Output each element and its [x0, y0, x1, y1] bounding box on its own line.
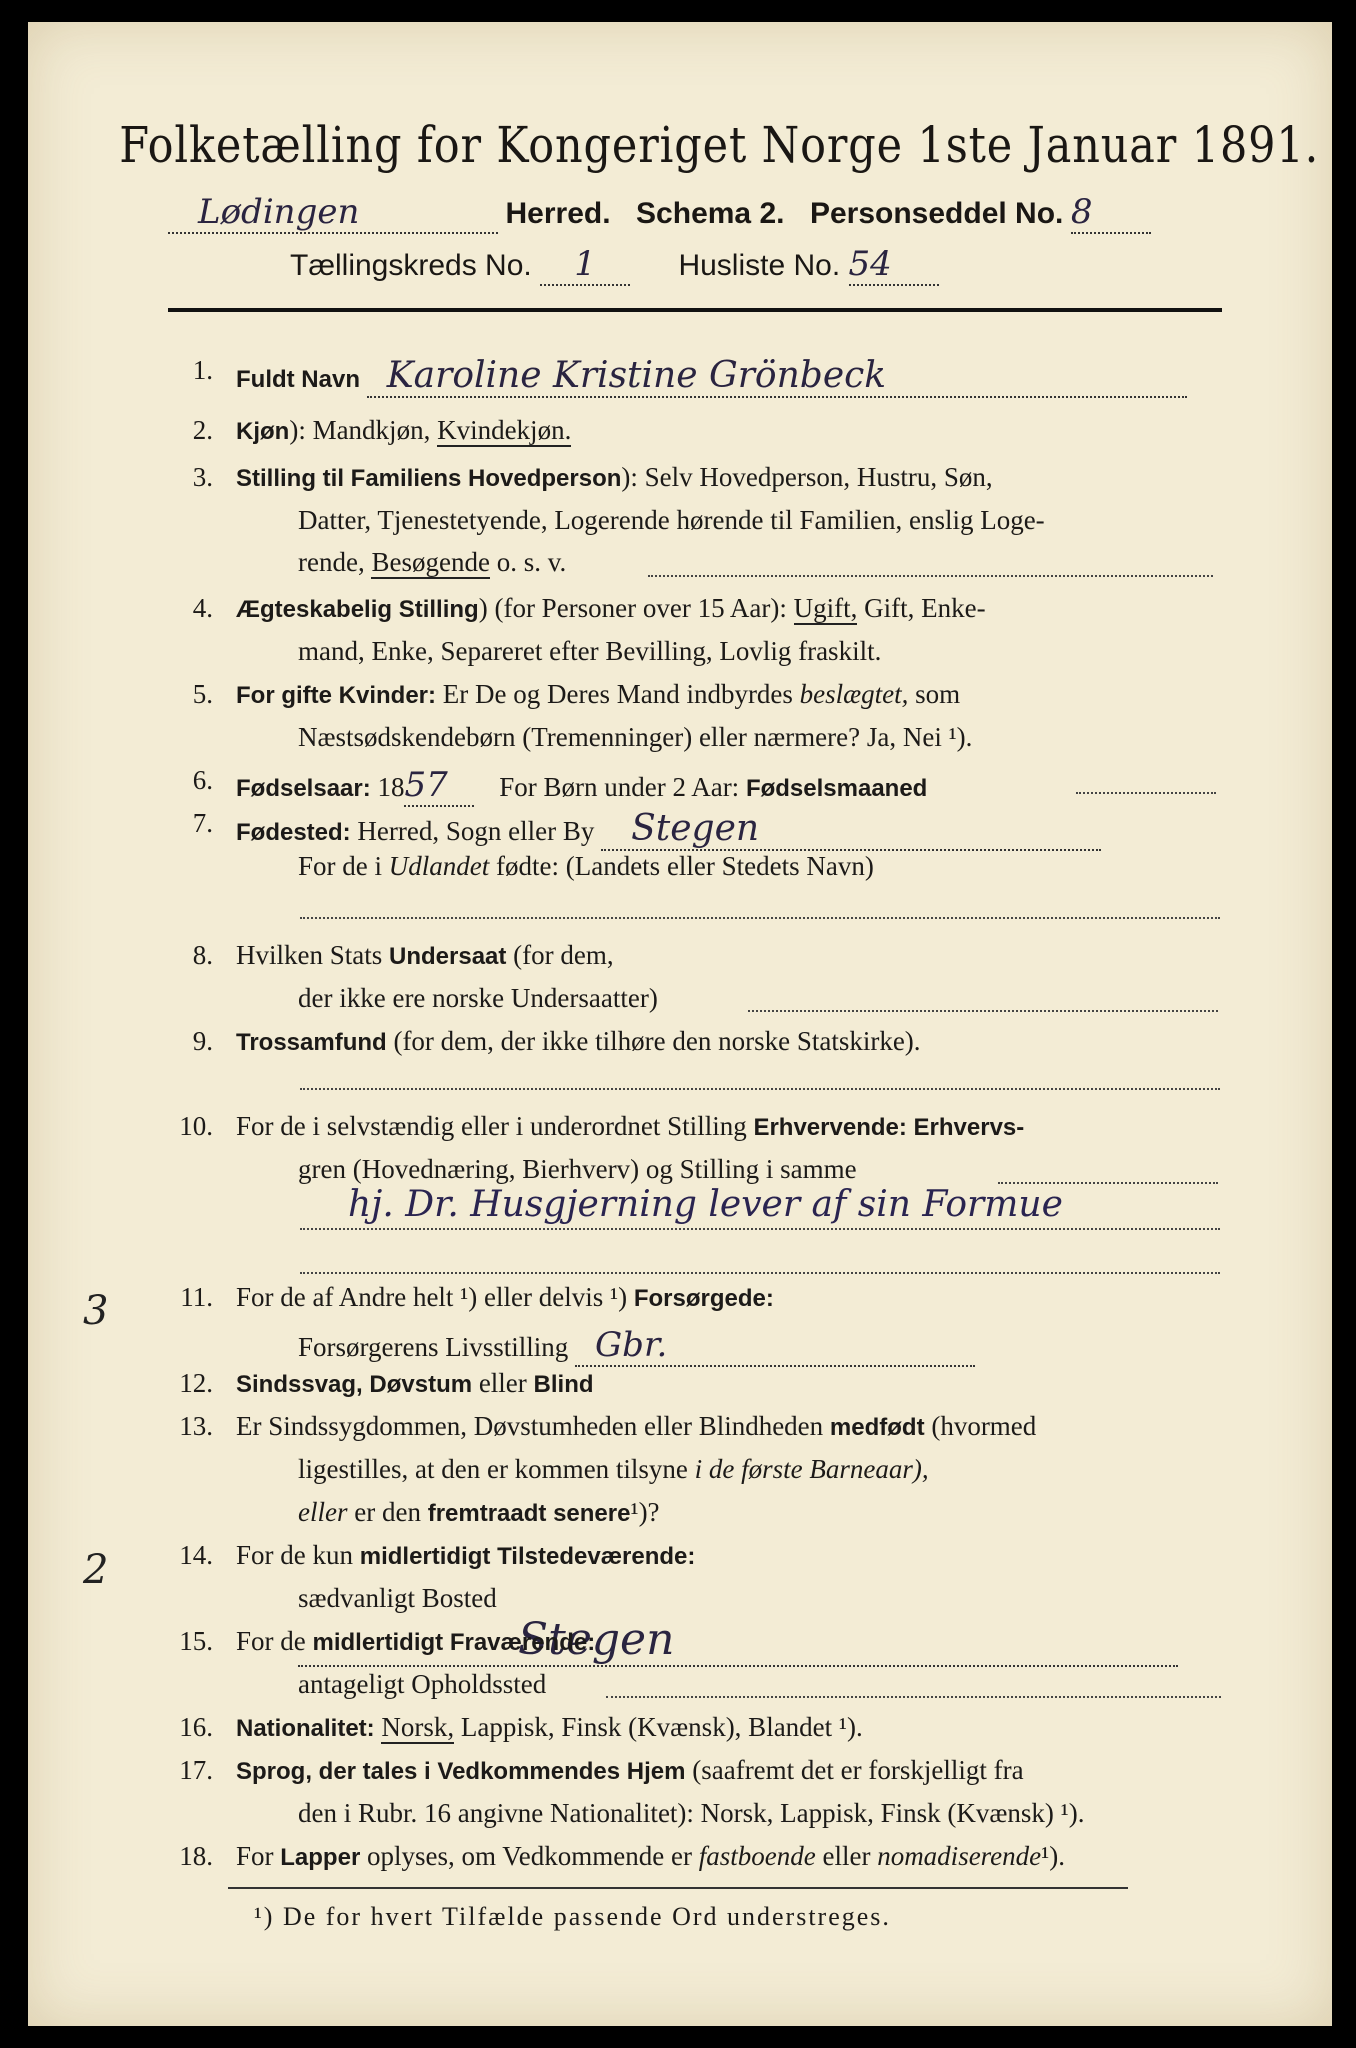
field-text: For de i selvstændig eller i underordnet Stilling — [236, 1111, 747, 1141]
field-number: 15. — [179, 1626, 213, 1656]
birthplace-value: Stegen — [601, 808, 1101, 851]
field-label: Blind — [533, 1371, 594, 1398]
field-text: ): Selv Hovedperson, Hustru, Søn, — [621, 462, 993, 492]
full-name-value: Karoline Kristine Grönbeck — [367, 355, 1187, 398]
field-5-line2: Næstsødskendebørn (Tremenninger) eller nærmere? Ja, Nei ¹). — [298, 722, 973, 752]
field-text: nomadiserende — [877, 1841, 1042, 1871]
field-text: oplyses, om Vedkommende er — [367, 1841, 692, 1871]
field-text: ¹)? — [630, 1497, 660, 1527]
field-label: medfødt — [829, 1414, 925, 1441]
field-text: fastboende — [698, 1841, 816, 1871]
field-label: midlertidigt Fraværende: — [312, 1629, 596, 1656]
field-13-line2 — [298, 1454, 1222, 1485]
field-text: sædvanligt Bosted — [298, 1583, 497, 1613]
herred-label: Herred. — [505, 197, 611, 230]
herred-value: Lødingen — [168, 192, 498, 234]
header-kreds-line — [290, 244, 939, 286]
field-8-line2: der ikke ere norske Undersaatter) — [298, 983, 658, 1013]
field-text: ¹). — [1041, 1841, 1065, 1871]
field-label: Forsørgede: — [633, 1285, 774, 1312]
field-label: Ægteskabelig Stilling — [236, 596, 479, 623]
field-label: midlertidigt Tilstedeværende: — [359, 1543, 696, 1570]
field-text: er den — [354, 1497, 421, 1527]
field-number: 2. — [192, 415, 213, 445]
field-number: 14. — [179, 1540, 213, 1570]
field-number: 6. — [192, 765, 213, 795]
field-text: fødte: (Landets eller Stedets Navn) — [496, 851, 874, 881]
field-text: Forsørgerens Livsstilling — [298, 1332, 569, 1362]
footnote: ¹) De for hvert Tilfælde passende Ord understreges. — [254, 1902, 891, 1931]
field-11-line2 — [298, 1325, 1222, 1367]
field-label: Sindssvag, Døvstum — [236, 1371, 473, 1398]
dotted-fill — [300, 1088, 1220, 1090]
field-number: 18. — [179, 1841, 213, 1871]
header-herred-line — [168, 192, 1151, 234]
field-text: For — [236, 1841, 274, 1871]
field-10-line2: gren (Hovednæring, Bierhverv) og Stilling i samme — [298, 1154, 857, 1184]
dotted-fill — [300, 1228, 1220, 1230]
header-divider — [168, 308, 1222, 312]
footnote-divider — [228, 1887, 1128, 1889]
field-number: 9. — [192, 1026, 213, 1056]
kreds-label: Tællingskreds No. — [290, 249, 532, 282]
margin-note-14: 2 — [83, 1547, 109, 1593]
husliste-value: 54 — [849, 244, 939, 286]
field-number: 13. — [179, 1411, 213, 1441]
field-text: eller — [822, 1841, 871, 1871]
gender-selected: Kvindekjøn. — [437, 415, 572, 445]
field-label: Fødselsmaaned — [745, 775, 928, 802]
field-text: ): Mandkjøn, — [289, 415, 431, 445]
residence-value: Stegen — [298, 1614, 1178, 1667]
field-text: ) (for Personer over 15 Aar): — [478, 593, 787, 623]
field-label: Trossamfund — [236, 1029, 387, 1056]
nationality-selected: Norsk, — [381, 1712, 455, 1742]
field-text: Lappisk, Finsk (Kvænsk), Blandet ¹). — [460, 1712, 863, 1742]
dotted-fill — [748, 1010, 1218, 1012]
census-form — [28, 22, 1332, 2026]
field-13-line3 — [298, 1497, 1222, 1528]
field-text: For de i — [298, 851, 382, 881]
field-3-line2: Datter, Tjenestetyende, Logerende hørende til Familien, enslig Loge- — [298, 505, 1045, 535]
field-label: Fuldt Navn — [236, 366, 360, 393]
schema-label: Schema 2. — [636, 197, 785, 230]
field-label: Stilling til Familiens Hovedperson — [236, 465, 622, 492]
field-number: 1. — [192, 355, 213, 385]
field-text: (saafremt det er forskjelligt fra — [692, 1755, 1024, 1785]
field-text: For de af Andre helt ¹) eller delvis ¹) — [236, 1282, 628, 1312]
field-text: beslægtet, — [799, 679, 909, 709]
field-text: eller — [478, 1368, 527, 1398]
field-text: (for dem, der ikke tilhøre den norske Statskirke). — [393, 1026, 921, 1056]
field-number: 11. — [180, 1282, 213, 1312]
field-label: Fødselsaar: — [236, 775, 371, 802]
field-text: Er De og Deres Mand indbyrdes — [442, 679, 793, 709]
field-number: 17. — [179, 1755, 213, 1785]
field-label: For gifte Kvinder: — [236, 682, 437, 709]
field-number: 3. — [192, 462, 213, 492]
field-15-line2: antageligt Opholdssted — [298, 1669, 547, 1699]
dotted-fill — [300, 1272, 1220, 1274]
year-prefix: 18 — [377, 772, 405, 802]
field-text: rende, — [298, 547, 365, 577]
field-text: Herred, Sogn eller By — [357, 816, 595, 846]
field-text: i de første Barneaar), — [694, 1454, 929, 1484]
personseddel-label: Personseddel No. — [809, 197, 1064, 230]
field-text: (for dem, — [513, 940, 614, 970]
field-text: Er Sindssygdommen, Døvstumheden eller Blindheden — [236, 1411, 824, 1441]
field-text: ligestilles, at den er kommen tilsyne — [298, 1454, 688, 1484]
dotted-fill — [606, 1696, 1221, 1698]
field-7-line2 — [298, 851, 1222, 882]
margin-note-11: 3 — [83, 1288, 109, 1334]
field-4-line2: mand, Enke, Separeret efter Bevilling, Lovlig fraskilt. — [298, 636, 882, 666]
field-number: 10. — [179, 1111, 213, 1141]
occupation-value: hj. Dr. Husgjerning lever af sin Formue — [348, 1184, 1063, 1225]
field-label: Lapper — [280, 1844, 361, 1871]
field-number: 5. — [192, 679, 213, 709]
husliste-label: Husliste No. — [678, 249, 841, 282]
field-label: Nationalitet: — [236, 1715, 375, 1742]
field-text: (hvormed — [931, 1411, 1037, 1441]
field-label: Kjøn — [236, 418, 290, 445]
field-number: 16. — [179, 1712, 213, 1742]
dotted-fill — [300, 917, 1220, 919]
form-title: Folketælling for Kongeriget Norge 1ste Januar 1891. — [119, 116, 1320, 174]
field-label: Sprog, der tales i Vedkommendes Hjem — [236, 1758, 686, 1785]
field-text: For de kun — [236, 1540, 353, 1570]
field-text: Hvilken Stats — [236, 940, 383, 970]
field-text: Gift, Enke- — [864, 593, 986, 623]
field-label: Erhvervende: Erhvervs- — [753, 1114, 1025, 1141]
field-text: For de — [236, 1626, 306, 1656]
field-text: o. s. v. — [496, 547, 567, 577]
kreds-value: 1 — [540, 244, 630, 286]
field-number: 12. — [179, 1368, 213, 1398]
field-17-line2: den i Rubr. 16 angivne Nationalitet): Norsk, Lappisk, Finsk (Kvænsk) ¹). — [298, 1798, 1085, 1828]
field-number: 8. — [192, 940, 213, 970]
field-3-line3 — [298, 547, 1222, 578]
field-label: fremtraadt senere — [427, 1500, 631, 1527]
field-text: Udlandet — [388, 851, 490, 881]
field-label: Undersaat — [389, 943, 507, 970]
birth-year-value: 57 — [404, 765, 474, 807]
marital-selected: Ugift, — [793, 593, 858, 623]
dotted-fill — [1076, 792, 1216, 794]
field-number: 7. — [192, 808, 213, 838]
dotted-fill — [648, 575, 1213, 577]
provider-value: Gbr. — [575, 1325, 975, 1367]
personseddel-value: 8 — [1071, 192, 1151, 234]
field-text: For Børn under 2 Aar: — [499, 772, 740, 802]
field-label: Fødested: — [236, 819, 351, 846]
field-text: eller — [298, 1497, 348, 1527]
field-text: som — [915, 679, 961, 709]
field-number: 4. — [192, 593, 213, 623]
position-selected: Besøgende — [371, 547, 490, 577]
